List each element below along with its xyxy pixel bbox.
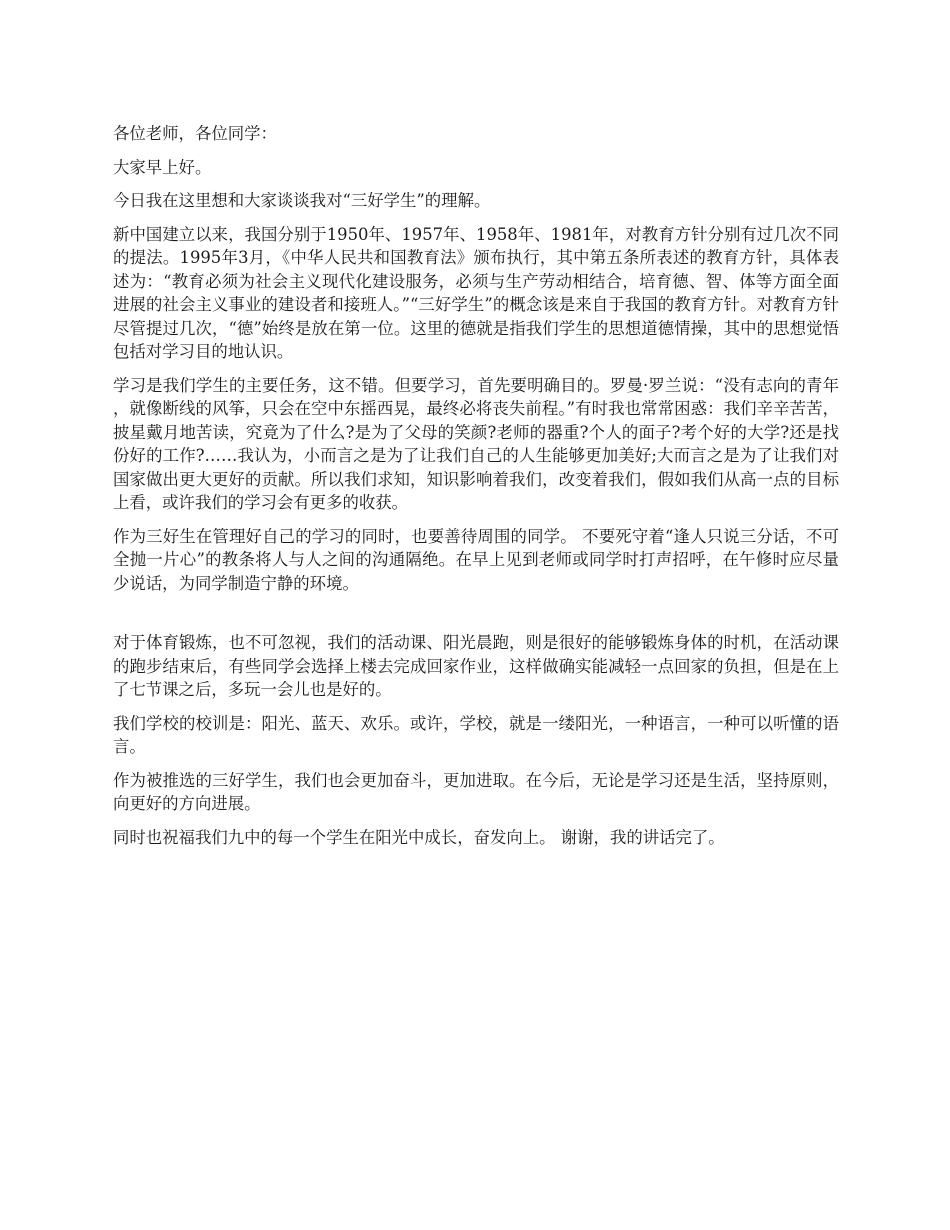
intro-paragraph: 今日我在这里想和大家谈谈我对“三好学生”的理解。 bbox=[113, 191, 491, 210]
greeting: 大家早上好。 bbox=[113, 157, 212, 177]
study-purpose-paragraph: 学习是我们学生的主要任务，这不错。但要学习，首先要明确目的。罗曼·罗兰说：“没有志向的青年，就像断线的风筝，只会在空中东摇西晃，最终必将丧失前程。”有时我也常常困惑：我们辛辛苦苦，披星戴月地苦读，究竟为了什么?是为了父母的笑颜?老师的器重?个人的面子?考个好的大学?还是找份好的工作?……我认为，小而言之是为了让我们自己的人生能够更加美好;大而言之是为了让我们对国家做出更大更好的贡献。所以我们求知，知识影响着我们，改变着我们，假如我们从高一点的目标上看，或许我们的学习会有更多的收获。 bbox=[113, 375, 839, 512]
classmates-paragraph: 作为三好生在管理好自己的学习的同时，也要善待周围的同学。 不要死守着“逢人只说三分话，不可全抛一片心”的教条将人与人之间的沟通隔绝。在早上见到老师或同学时打声招呼，在午修时应尽量少说话，为同学制造宁静的环境。 bbox=[113, 526, 839, 593]
education-policy-paragraph: 新中国建立以来，我国分别于1950年、1957年、1958年、1981年，对教育方针分别有过几次不同的提法。1995年3月，《中华人民共和国教育法》颁布执行，其中第五条所表述的教育方针，具体表述为：“教育必须为社会主义现代化建设服务，必须与生产劳动相结合，培育德、智、体等方面全面进展的社会主义事业的建设者和接班人。”“三好学生”的概念该是来自于我国的教育方针。对教育方针尽管提过几次，“德”始终是放在第一位。这里的德就是指我们学生的思想道德情操，其中的思想觉悟包括对学习目的地认识。 bbox=[113, 224, 839, 361]
commitment-paragraph: 作为被推选的三好学生，我们也会更加奋斗，更加进取。在今后，无论是学习还是生活，坚持原则，向更好的方向进展。 bbox=[113, 770, 839, 813]
sports-paragraph: 对于体育锻炼，也不可忽视，我们的活动课、阳光晨跑，则是很好的能够锻炼身体的时机，在活动课的跑步结束后，有些同学会选择上楼去完成回家作业，这样做确实能减轻一点回家的负担，但是在上了七节课之后，多玩一会儿也是好的。 bbox=[113, 633, 839, 699]
document-page bbox=[113, 122, 839, 859]
salutation: 各位老师，各位同学： bbox=[113, 124, 277, 143]
school-motto-paragraph: 我们学校的校训是：阳光、蓝天、欢乐。或许，学校，就是一缕阳光，一种语言，一种可以听懂的语言。 bbox=[113, 713, 839, 756]
closing-paragraph: 同时也祝福我们九中的每一个学生在阳光中成长，奋发向上。 谢谢，我的讲话完了。 bbox=[113, 827, 725, 847]
